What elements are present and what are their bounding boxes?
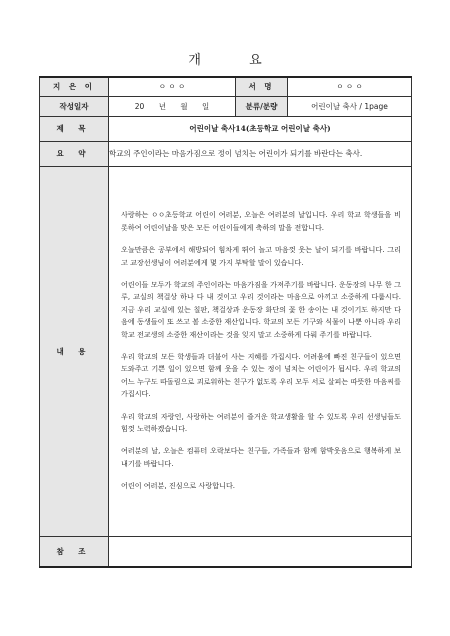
content-paragraph: 오늘만큼은 공부에서 해방되어 힘차게 뛰어 놀고 마음껏 웃는 날이 되기를 바랍니다. 그리고 교장선생님이 여러분에게 몇 가지 부탁할 말이 있습니다. bbox=[121, 245, 401, 267]
author-value: ㅇ ㅇ ㅇ bbox=[109, 77, 236, 96]
signature-label: 서 명 bbox=[236, 77, 288, 96]
author-label: 지 은 이 bbox=[40, 77, 109, 96]
subject-value: 어린이날 축사14(초등학교 어린이날 축사) bbox=[109, 116, 412, 141]
reference-value bbox=[109, 536, 412, 567]
summary-value: 학교의 주인이라는 마음가짐으로 정이 넘치는 어린이가 되기를 바란다는 축사. bbox=[109, 141, 412, 166]
content-text bbox=[109, 199, 411, 502]
summary-row bbox=[40, 141, 412, 166]
category-label: 분류/분량 bbox=[236, 96, 288, 116]
content-paragraph: 여러분의 날, 오늘은 컴퓨터 오락보다는 친구들, 가족들과 함께 함박웃음으로 행복하게 보내기를 바랍니다. bbox=[121, 446, 401, 468]
date-label: 작성일자 bbox=[40, 96, 109, 116]
date-row bbox=[40, 96, 412, 116]
overview-form bbox=[39, 76, 412, 568]
document-title: 개 요 bbox=[188, 53, 284, 68]
date-value: 20 년 월 일 bbox=[109, 96, 236, 116]
summary-label: 요 약 bbox=[40, 141, 109, 166]
content-body bbox=[109, 166, 412, 536]
reference-row bbox=[40, 536, 412, 567]
category-value: 어린이날 축사 / 1page bbox=[288, 96, 412, 116]
author-row bbox=[40, 77, 412, 96]
content-label: 내 용 bbox=[40, 166, 109, 536]
content-paragraph: 어린이 여러분, 진심으로 사랑합니다. bbox=[121, 481, 236, 491]
content-paragraph: 우리 학교의 자랑인, 사랑하는 여러분이 즐거운 학교생활을 할 수 있도록 우리 선생님들도 힘껏 노력하겠습니다. bbox=[121, 411, 401, 434]
subject-row bbox=[40, 116, 412, 141]
content-paragraph: 사랑하는 ㅇㅇ초등학교 어린이 여러분, 오늘은 여러분의 날입니다. 우리 학교 학생들을 비롯하여 어린이날을 맞은 모든 어린이들에게 축하의 말을 전합니다. bbox=[121, 210, 401, 232]
content-row bbox=[40, 166, 412, 536]
subject-label: 제 목 bbox=[40, 116, 109, 141]
signature-value: ㅇ ㅇ ㅇ bbox=[288, 77, 412, 96]
content-paragraph: 어린이들 모두가 학교의 주인이라는 마음가짐을 가져주기를 바랍니다. 운동장의 나무 한 그루, 교실의 책걸상 하나 다 내 것이고 우리 것이라는 마음으로 아끼고 소중하게 다룹시다. 지금 우리 교실에 있는 칠판, 책걸상과 운동장 화단의 꽃 한 송이는 내 것이기도 하지만 다음에 동생들이 또 쓰고 볼 소중한 재산입니다. 학교의 모든 기구와 식물이 나뿐 아니라 우리 학교 전교생의 소중한 재산이라는 것을 잊지 말고 소중하게 다뤄 주기를 바랍니다. bbox=[121, 279, 401, 339]
content-paragraph: 우리 학교의 모든 학생들과 더불어 사는 지혜를 가집시다. 어려움에 빠진 친구들이 있으면 도와주고 기쁜 일이 있으면 함께 웃을 수 있는 정이 넘치는 어린이가 됩시다. 우리 학교의 어느 누구도 따돌림으로 괴로워하는 친구가 없도록 우리 모두 서로 살피는 따뜻한 마음씨를 가집시다. bbox=[121, 352, 401, 399]
reference-label: 참 조 bbox=[40, 536, 109, 567]
